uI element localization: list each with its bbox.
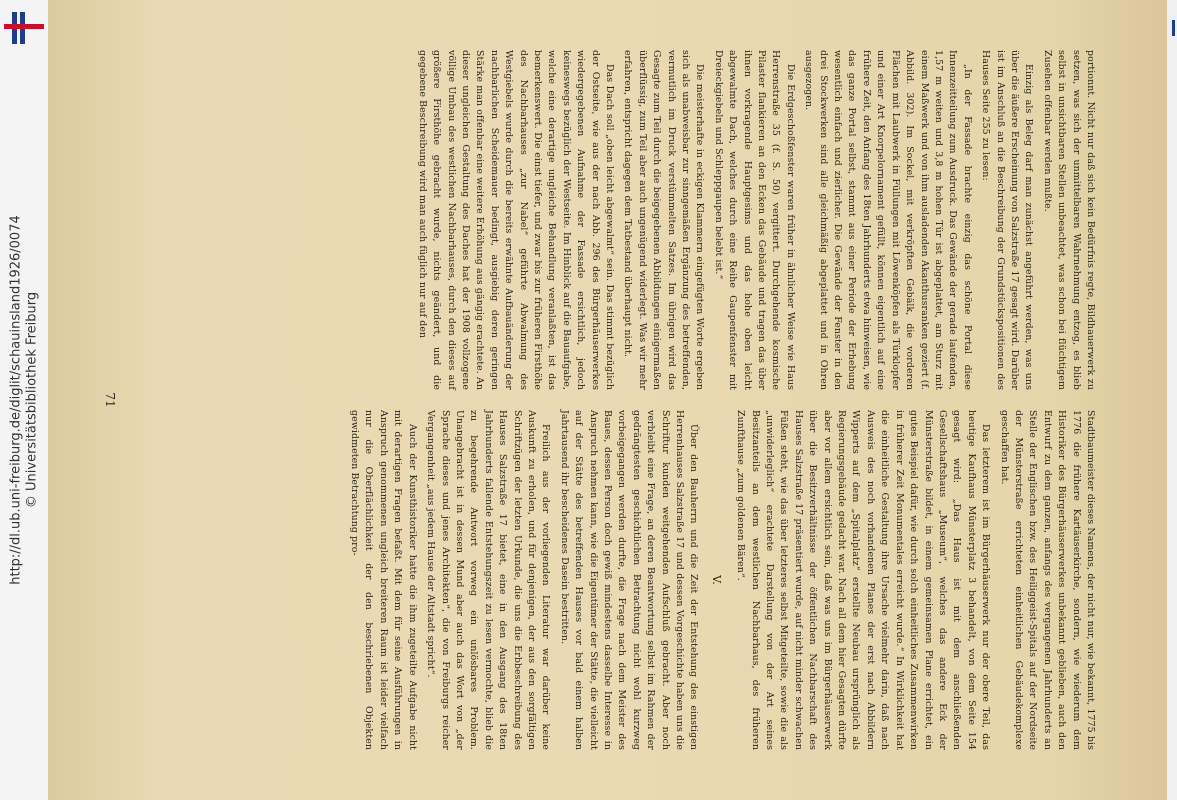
page-number: 71 bbox=[103, 392, 117, 408]
paragraph: Einzig als Beleg darf man zunächst angeführt werden, was uns über die äußere Erscheinung von Salzstraße 17 gesagt wird. Darüber ist im Anschluß an die Beschreibung der Grundstückspositionen des Hauses Seite 255 zu lesen: bbox=[980, 50, 1035, 390]
paragraph: Auch der Kunsthistoriker hatte die ihm zugeteilte Aufgabe nicht mit derartigen Fragen befaßt. Mit dem für seine Ausführungen in Anspruch genommenen ungleich breiteren Raum ist leider vielfach nur die Oberflächlichkeit der den beschriebenen Objekten gewidmeten Betrachtung pro- bbox=[349, 410, 418, 750]
viewer-right-margin bbox=[1167, 0, 1177, 800]
rotated-page-content bbox=[77, 20, 1137, 780]
watermark-url: http://dl.ub.uni-freiburg.de/diglit/schauinsland1926/0074 bbox=[8, 215, 24, 585]
library-logo-icon bbox=[4, 8, 44, 48]
text-column-right bbox=[343, 410, 1097, 750]
viewer-left-margin bbox=[0, 0, 48, 800]
text-column-left bbox=[410, 50, 1097, 390]
source-watermark bbox=[8, 215, 39, 585]
scanned-page bbox=[48, 0, 1167, 800]
paragraph: „In der Fassade brachte einzig das schöne Portal diese Innenzeitteilung zum Ausdruck. Das Gewände der gerade laufenden, 1,57 m weiten und 3,8 m hohen Tür ist abgeplattet, am Sturz mit einem Maßwerk und von ihm ausladenden Akanthusranken geziert (f. Abbild. 302). Im Sockel, mit verkröpften Gebälk, die vorderen Flächen mit Laubwerk in Füllungen mit Löwenköpfen als Türklopfer und einer Art Knorpelornament gefüllt, können eigentlich auf eine frühere Zeit, den Anfang des 18ten Jahrhunderts etwa hinweisen, wie das ganze Portal selbst, stammt aus einer Periode der Erhebung wesentlich einfach und zierlicher. Die Gewände der Fenster in den drei Stockwerken sind alle gleichmäßig abgeplattet und in Ohren ausgezogen. bbox=[803, 50, 973, 390]
paragraph: portionnt. Nicht nur daß sich kein Bedürfnis regte, Bildhauerwerk zu setzen, was sich der unmittelbaren Wahrnehmung entzog, es blieb selbst in unsichtbaren Stellen unbeachtet, was schon bei flüchtigem Zusehen offenbar werden mußte. bbox=[1041, 50, 1096, 390]
watermark-copyright: © Universitätsbibliothek Freiburg bbox=[24, 291, 39, 509]
paragraph: Stadtbaumeister dieses Namens, der nicht nur, wie bekannt, 1775 bis 1776 die frühere Kartäuserkirche, sondern, wie wiederum dem Historiker des Bürgerhäuserwerkes unbekannt geblieben, auch den Entwurf zu dem ganzen, anfangs des vergangenen Jahrhunderts an Stelle der Englischen bzw. des Heiliggeist-Spitals auf der Nordseite der Münsterstraße errichteten einheitlichen Gebäudekomplexe geschaffen hat. bbox=[998, 410, 1096, 750]
paragraph: Über den Bauherrn und die Zeit der Entstehung des einstigen Herrenhauses Salzstraße 17 und dessen Vorgeschichte haben uns die Schriftur kunden weitgehenden Aufschluß gebracht. Aber noch verbleibt eine Frage, an deren Beantwortung selbst im Rahmen der gedrängtesten geschichtlichen Betrachtung nicht wohl kurzweg vorbeigegangen werden durfte, die Frage nach dem Meister des Baues, dessen Person doch gewiß mindestens dasselbe Interesse in Anspruch nehmen kann, wie die Eigentümer der Stätte, die vielleicht auf der Stätte des betreffenden Hauses vor bald einem halben Jahrtausend ihr bescheidenes Dasein bestritten. bbox=[558, 410, 700, 750]
paragraph: Das Dach soll „oben leicht abgewalmt“ sein. Das stimmt bezüglich der Ostseite, wie aus der nach Abb. 296 des Bürgerhäuserwerkes wiedergegebenen Aufnahme der Fassade ersichtlich, jedoch keineswegs bezüglich der Westseite. Im Hinblick auf die Bauaufgabe, welche eine derartige ungleiche Behandlung veranlaßten, ist das bemerkenswert. Die einst tiefer, und zwar bis zur früheren Firsthöhe des Nachbarhauses „zur Nabel“ geführte Abwalmung des Westgiebels wurde durch die bereits erwähnte Aufbauänderung der nachbarlichen Scheidemauer bedingt, ausgiebig deren geringen Stärke man offenbar eine weitere Erhöhung aus gängig erachtete. An dieser ungleichen Gestaltung des Daches hat der 1908 vollzogene völlige Umbau des westlichen Nachbarhauses, durch den dieses auf größere Firsthöhe gebracht wurde, nichts geändert, und die gegebene Beschreibung wird man auch füglich nur auf den bbox=[416, 50, 615, 390]
paragraph: Das letzterem ist im Bürgerhäuserwerk nur der obere Teil, das heutige Kaufhaus Münsterplatz 3 behandelt, von dem Seite 154 gesagt wird: „Das Haus ist mit dem anschließenden Gesellschaftshaus „Museum“, welches das andere Eck der Münsterstraße bildet, in einem gemeinsamen Plane errichtet, ein gutes Beispiel dafür, wie durch solch einheitliches Zusammenwirken in früherer Zeit Monumentales erreicht wurde.“ In Wirklichkeit hat die einheitliche Gestaltung ihre Ursache vielmehr darin, daß nach Ausweis des noch vorhandenen Planes der erst nach Abbildern Wipperts auf dem „Spitalplatz“ erstellte Neubau ursprünglich als Regierungsgebäude gedacht war. Nach all dem hier Gesagten dürfte aber vor allem ersichtlich sein, daß was uns im Bürgerhäuserwerk über die Besitzverhältnisse der öffentlichen Nachbarschaft des Hauses Salzstraße 17 präsentiert wurde, auf nicht minder schwachen Füßen steht, wie das über letzteres selbst Mitgeteilte, sowie die als „unwiderleglich“ erachtete Darstellung von der Art seines Besitzanteils an dem westlichen Nachbarhaus, des früheren Zunfthause „zum goldenen Bären“. bbox=[735, 410, 992, 750]
paragraph: Die meisterhafte in eckigen Klammern eingefügten Worte ergeben sich als unabweisbar zur sinngemäßen Ergänzung des betreffenden, vermutlich im Druck verstümmelten Satzes. Im übrigen wird das Gesagte zum Teil durch die beigegebenen Abbildungen einigermaßen überflüssig, zum Teil aber auch ungenügend widerlegt. Was wir mehr erfahren, entspricht dagegen dem Tatbestand überhaupt nicht. bbox=[622, 50, 706, 390]
section-heading: V. bbox=[709, 575, 723, 585]
paragraph: Die Erdgeschoßfenster waren früher in ähnlicher Weise wie Haus Herrenstraße 35 (f. S. 50) vergittert. Durchgehende kosmische Pilaster flankieren an den Ecken das Gebäude und tragen das über ihnen vorkragende Hauptgesims und das hohe oben leicht abgewalmte Dach, welches durch eine Reihe Gaupenfenster mit Dreieckgiebeln und Schleppgaupen belebt ist.“ bbox=[712, 50, 796, 390]
paragraph: Freilich aus der vorliegenden Literatur war darüber keine Auskunft zu erholen, und für denjenigen, der aus den sorgfältigen Schriftzügen der letzten Urkunde, die uns die Erbbeschreibung des Hauses Salzstraße 17 bietet, eine in den Ausgang des 18ten Jahrhunderts fallende Entstehungszeit zu lesen vermochte, blieb die zu begehrende Antwort vorweg ein unlösbares Problem. Unangebracht ist in dessen Mund aber auch das Wort von „der Sprache dieses und jenes Architekten“, die von Freiburgs reicher Vergangenheit „aus jedem Hause der Altstadt spricht“. bbox=[425, 410, 552, 750]
scrollbar-marker[interactable] bbox=[1172, 20, 1175, 36]
